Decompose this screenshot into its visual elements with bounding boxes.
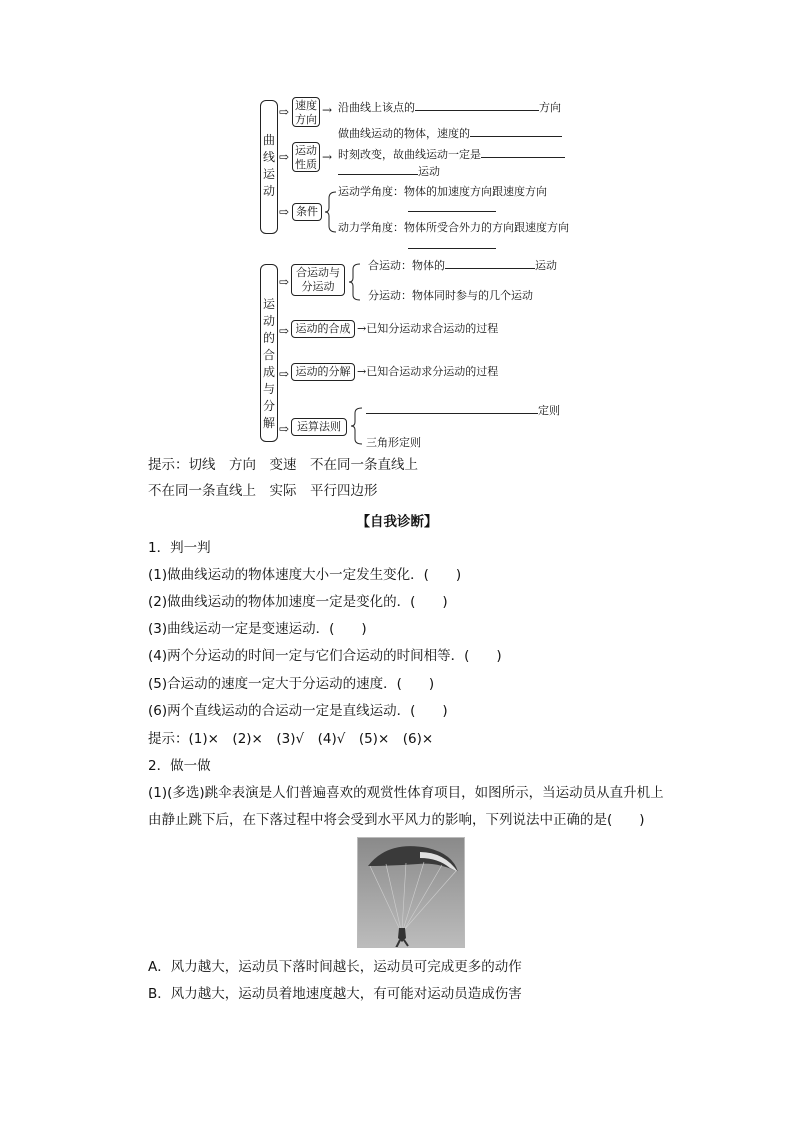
fill-blank bbox=[408, 201, 496, 212]
arrow-icon: ⇨ bbox=[279, 367, 290, 381]
motion-nature-text1: 做曲线运动的物体，速度的 bbox=[338, 127, 470, 140]
fill-blank bbox=[470, 126, 562, 137]
synthesis-desc: 已知分运动求合运动的过程 bbox=[366, 322, 499, 335]
question-2-line1 bbox=[148, 784, 664, 802]
composite-text1-after: 运动 bbox=[535, 259, 557, 272]
condition-kinematic: 运动学角度：物体的加速度方向跟速度方向 bbox=[338, 185, 547, 198]
fill-blank bbox=[415, 100, 539, 111]
question-1-heading: 1．判一判 bbox=[148, 540, 211, 556]
section-title: 【自我诊断】 bbox=[356, 514, 438, 530]
fill-blank bbox=[338, 164, 418, 175]
brace-icon bbox=[324, 190, 338, 234]
parachute-photo bbox=[357, 837, 465, 948]
condition-dynamic: 动力学角度：物体所受合外力的方向跟速度方向 bbox=[338, 221, 569, 234]
motion-nature-text3: 运动 bbox=[418, 165, 440, 178]
speed-direction-text bbox=[338, 100, 561, 115]
motion-nature-line3 bbox=[338, 164, 440, 179]
rules-text1: 定则 bbox=[538, 404, 560, 417]
question-2-text1: 跳伞表演是人们普遍喜欢的观赏性体育项目，如图所示，当运动员从直升机上 bbox=[204, 785, 664, 801]
judge-item: (5)合运动的速度一定大于分运动的速度．( ) bbox=[148, 676, 435, 692]
brace-icon bbox=[350, 406, 364, 446]
node-condition: 条件 bbox=[292, 203, 322, 221]
judge-hint: 提示：(1)× (2)× (3)√ (4)√ (5)× (6)× bbox=[148, 731, 434, 747]
hint-line-1: 提示：切线 方向 变速 不在同一条直线上 bbox=[148, 457, 418, 473]
node-decomposition: 运动的分解 bbox=[291, 363, 355, 381]
fill-blank bbox=[481, 147, 565, 158]
node-rules: 运算法则 bbox=[291, 418, 347, 436]
fill-blank bbox=[445, 258, 535, 269]
speed-direction-before: 沿曲线上该点的 bbox=[338, 101, 415, 114]
composite-text1: 合运动：物体的 bbox=[368, 259, 445, 272]
question-2-line2: 由静止跳下后，在下落过程中将会受到水平风力的影响，下列说法中正确的是( ) bbox=[148, 812, 645, 828]
arrow-icon: ⇨ bbox=[279, 275, 290, 289]
motion-nature-text2: 时刻改变，故曲线运动一定是 bbox=[338, 148, 481, 161]
question-2-heading: 2．做一做 bbox=[148, 758, 211, 774]
parachute-illustration bbox=[358, 838, 465, 948]
decomposition-text: →已知合运动求分运动的过程 bbox=[357, 365, 499, 378]
judge-item: (4)两个分运动的时间一定与它们合运动的时间相等．( ) bbox=[148, 648, 502, 664]
arrow-icon: → bbox=[322, 103, 333, 117]
hint-line-2: 不在同一条直线上 实际 平行四边形 bbox=[148, 483, 378, 499]
motion-nature-line1 bbox=[338, 126, 562, 141]
node-motion-nature: 运动性质 bbox=[292, 142, 320, 172]
node-composite-motion: 合运动与分运动 bbox=[291, 264, 345, 296]
question-2-tag: (1)(多选) bbox=[148, 785, 205, 801]
node-synthesis: 运动的合成 bbox=[291, 320, 355, 338]
judge-item: (6)两个直线运动的合运动一定是直线运动．( ) bbox=[148, 703, 448, 719]
node-speed-direction: 速度方向 bbox=[292, 97, 320, 127]
judge-item: (2)做曲线运动的物体加速度一定是变化的．( ) bbox=[148, 594, 448, 610]
arrow-icon: ⇨ bbox=[279, 205, 290, 219]
option-b: B．风力越大，运动员着地速度越大，有可能对运动员造成伤害 bbox=[148, 986, 522, 1002]
fill-blank bbox=[408, 238, 496, 249]
root-label-composition: 运动的合成与分解 bbox=[262, 297, 275, 430]
composite-line2: 分运动：物体同时参与的几个运动 bbox=[368, 289, 533, 302]
rules-line2: 三角形定则 bbox=[366, 436, 421, 449]
speed-direction-after: 方向 bbox=[539, 101, 561, 114]
arrow-icon: ⇨ bbox=[279, 422, 290, 436]
synthesis-text: →已知分运动求合运动的过程 bbox=[357, 322, 499, 335]
root-label-curvilinear: 曲线运动 bbox=[262, 133, 275, 198]
composite-line1 bbox=[368, 258, 557, 273]
decomposition-desc: 已知合运动求分运动的过程 bbox=[366, 365, 499, 378]
fill-blank bbox=[366, 403, 538, 414]
rules-line1 bbox=[366, 403, 560, 418]
judge-item: (3)曲线运动一定是变速运动．( ) bbox=[148, 621, 367, 637]
arrow-icon: ⇨ bbox=[279, 105, 290, 119]
arrow-icon: ⇨ bbox=[279, 150, 290, 164]
arrow-icon: → bbox=[322, 150, 333, 164]
arrow-icon: ⇨ bbox=[279, 324, 290, 338]
option-a: A．风力越大，运动员下落时间越长，运动员可完成更多的动作 bbox=[148, 959, 522, 975]
judge-item: (1)做曲线运动的物体速度大小一定发生变化．( ) bbox=[148, 567, 462, 583]
motion-nature-line2 bbox=[338, 147, 565, 162]
brace-icon bbox=[348, 262, 362, 302]
